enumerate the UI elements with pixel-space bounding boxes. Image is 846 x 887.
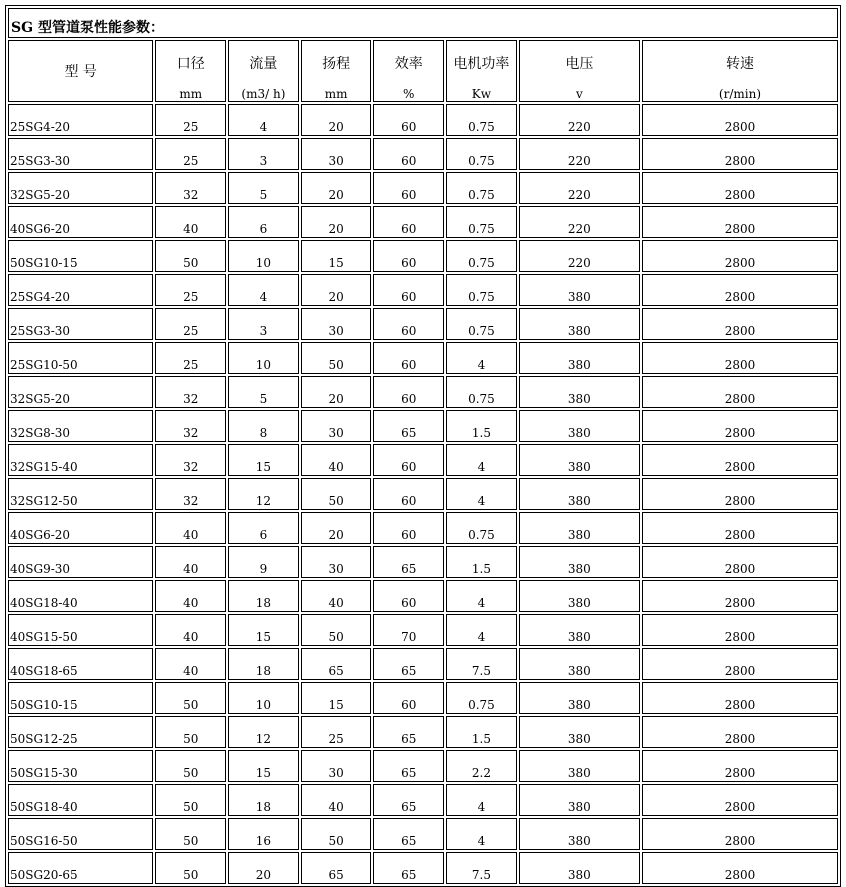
cell-diameter: 32 (155, 172, 226, 204)
cell-flow: 9 (228, 546, 299, 578)
table-row (8, 478, 838, 510)
cell-model: 32SG8-30 (8, 410, 153, 442)
cell-flow: 8 (228, 410, 299, 442)
cell-voltage: 380 (519, 376, 640, 408)
cell-diameter: 40 (155, 206, 226, 238)
cell-voltage: 380 (519, 784, 640, 816)
cell-flow: 16 (228, 818, 299, 850)
cell-speed: 2800 (642, 512, 838, 544)
cell-diameter: 32 (155, 478, 226, 510)
table-row (8, 342, 838, 374)
cell-voltage: 380 (519, 274, 640, 306)
cell-flow: 10 (228, 682, 299, 714)
cell-voltage: 380 (519, 614, 640, 646)
table-row (8, 512, 838, 544)
cell-efficiency: 70 (373, 614, 444, 646)
table-row (8, 784, 838, 816)
cell-voltage: 380 (519, 546, 640, 578)
cell-flow: 20 (228, 852, 299, 884)
cell-diameter: 40 (155, 512, 226, 544)
cell-efficiency: 60 (373, 512, 444, 544)
cell-diameter: 40 (155, 648, 226, 680)
cell-efficiency: 60 (373, 342, 444, 374)
cell-model: 40SG18-40 (8, 580, 153, 612)
header-label: 扬程 (322, 56, 351, 72)
pump-spec-table (5, 5, 841, 887)
cell-flow: 10 (228, 240, 299, 272)
cell-speed: 2800 (642, 682, 838, 714)
cell-head: 50 (301, 342, 372, 374)
cell-model: 40SG9-30 (8, 546, 153, 578)
table-row (8, 716, 838, 748)
cell-diameter: 32 (155, 410, 226, 442)
cell-voltage: 380 (519, 444, 640, 476)
cell-efficiency: 65 (373, 716, 444, 748)
cell-motor-power: 0.75 (446, 104, 517, 136)
cell-voltage: 380 (519, 750, 640, 782)
cell-speed: 2800 (642, 546, 838, 578)
cell-motor-power: 0.75 (446, 682, 517, 714)
cell-flow: 12 (228, 716, 299, 748)
cell-model: 40SG18-65 (8, 648, 153, 680)
table-row (8, 206, 838, 238)
cell-motor-power: 4 (446, 784, 517, 816)
table-row (8, 308, 838, 340)
cell-speed: 2800 (642, 750, 838, 782)
cell-head: 40 (301, 444, 372, 476)
cell-flow: 4 (228, 274, 299, 306)
cell-head: 30 (301, 308, 372, 340)
cell-model: 50SG20-65 (8, 852, 153, 884)
cell-head: 30 (301, 750, 372, 782)
cell-efficiency: 65 (373, 546, 444, 578)
cell-motor-power: 4 (446, 444, 517, 476)
table-row (8, 240, 838, 272)
cell-motor-power: 7.5 (446, 852, 517, 884)
table-row (8, 818, 838, 850)
cell-efficiency: 60 (373, 138, 444, 170)
cell-motor-power: 0.75 (446, 274, 517, 306)
cell-model: 40SG6-20 (8, 512, 153, 544)
cell-model: 50SG12-25 (8, 716, 153, 748)
cell-efficiency: 60 (373, 308, 444, 340)
cell-efficiency: 65 (373, 818, 444, 850)
header-unit: v (575, 87, 583, 101)
cell-speed: 2800 (642, 172, 838, 204)
cell-model: 32SG12-50 (8, 478, 153, 510)
cell-voltage: 380 (519, 478, 640, 510)
cell-motor-power: 0.75 (446, 138, 517, 170)
cell-efficiency: 60 (373, 478, 444, 510)
cell-model: 50SG18-40 (8, 784, 153, 816)
cell-efficiency: 60 (373, 206, 444, 238)
cell-voltage: 220 (519, 104, 640, 136)
cell-voltage: 380 (519, 512, 640, 544)
cell-voltage: 380 (519, 852, 640, 884)
cell-diameter: 25 (155, 342, 226, 374)
title-row (8, 8, 838, 38)
cell-flow: 4 (228, 104, 299, 136)
cell-voltage: 380 (519, 580, 640, 612)
table-row (8, 546, 838, 578)
cell-speed: 2800 (642, 648, 838, 680)
cell-model: 40SG6-20 (8, 206, 153, 238)
table-row (8, 648, 838, 680)
cell-speed: 2800 (642, 818, 838, 850)
cell-flow: 6 (228, 206, 299, 238)
cell-efficiency: 65 (373, 784, 444, 816)
cell-motor-power: 4 (446, 478, 517, 510)
cell-efficiency: 60 (373, 444, 444, 476)
cell-motor-power: 0.75 (446, 240, 517, 272)
cell-diameter: 50 (155, 240, 226, 272)
header-label: 效率 (394, 56, 423, 72)
cell-speed: 2800 (642, 138, 838, 170)
cell-diameter: 40 (155, 546, 226, 578)
cell-model: 32SG5-20 (8, 172, 153, 204)
cell-diameter: 25 (155, 104, 226, 136)
header-efficiency (373, 40, 444, 102)
cell-voltage: 380 (519, 410, 640, 442)
header-label: 口径 (176, 56, 205, 72)
header-speed (642, 40, 838, 102)
cell-flow: 3 (228, 138, 299, 170)
cell-efficiency: 60 (373, 580, 444, 612)
cell-flow: 15 (228, 444, 299, 476)
cell-voltage: 380 (519, 682, 640, 714)
cell-diameter: 25 (155, 308, 226, 340)
cell-voltage: 220 (519, 206, 640, 238)
cell-efficiency: 60 (373, 376, 444, 408)
cell-model: 25SG3-30 (8, 138, 153, 170)
cell-head: 50 (301, 818, 372, 850)
cell-efficiency: 65 (373, 750, 444, 782)
cell-motor-power: 0.75 (446, 172, 517, 204)
cell-speed: 2800 (642, 206, 838, 238)
cell-speed: 2800 (642, 410, 838, 442)
cell-diameter: 25 (155, 274, 226, 306)
cell-voltage: 380 (519, 648, 640, 680)
cell-head: 20 (301, 206, 372, 238)
cell-voltage: 380 (519, 342, 640, 374)
cell-model: 25SG4-20 (8, 104, 153, 136)
cell-flow: 18 (228, 784, 299, 816)
cell-voltage: 380 (519, 818, 640, 850)
header-unit: mm (179, 87, 203, 101)
cell-speed: 2800 (642, 376, 838, 408)
header-model (8, 40, 153, 102)
table-row (8, 410, 838, 442)
cell-speed: 2800 (642, 308, 838, 340)
cell-speed: 2800 (642, 580, 838, 612)
cell-motor-power: 1.5 (446, 546, 517, 578)
cell-diameter: 50 (155, 852, 226, 884)
cell-flow: 5 (228, 376, 299, 408)
header-unit: (r/min) (718, 87, 762, 101)
cell-head: 20 (301, 104, 372, 136)
cell-motor-power: 1.5 (446, 410, 517, 442)
cell-model: 25SG4-20 (8, 274, 153, 306)
header-head (301, 40, 372, 102)
cell-speed: 2800 (642, 104, 838, 136)
cell-head: 15 (301, 240, 372, 272)
cell-speed: 2800 (642, 444, 838, 476)
table-row (8, 580, 838, 612)
cell-speed: 2800 (642, 342, 838, 374)
cell-flow: 15 (228, 750, 299, 782)
table-title: SG 型管道泵性能参数： (8, 8, 838, 38)
cell-efficiency: 60 (373, 104, 444, 136)
cell-model: 50SG10-15 (8, 240, 153, 272)
cell-efficiency: 60 (373, 240, 444, 272)
cell-diameter: 50 (155, 682, 226, 714)
cell-diameter: 40 (155, 580, 226, 612)
cell-speed: 2800 (642, 478, 838, 510)
header-diameter (155, 40, 226, 102)
cell-motor-power: 7.5 (446, 648, 517, 680)
cell-flow: 3 (228, 308, 299, 340)
cell-motor-power: 0.75 (446, 308, 517, 340)
cell-head: 15 (301, 682, 372, 714)
cell-flow: 12 (228, 478, 299, 510)
cell-efficiency: 60 (373, 172, 444, 204)
cell-model: 32SG15-40 (8, 444, 153, 476)
cell-flow: 10 (228, 342, 299, 374)
table-row (8, 172, 838, 204)
cell-head: 40 (301, 784, 372, 816)
table-row (8, 682, 838, 714)
cell-diameter: 50 (155, 750, 226, 782)
cell-diameter: 50 (155, 716, 226, 748)
cell-model: 25SG10-50 (8, 342, 153, 374)
cell-motor-power: 1.5 (446, 716, 517, 748)
header-unit: (m3/ h) (241, 87, 286, 101)
cell-voltage: 220 (519, 138, 640, 170)
table-row (8, 376, 838, 408)
cell-head: 25 (301, 716, 372, 748)
header-label: 转速 (725, 56, 754, 72)
cell-voltage: 380 (519, 308, 640, 340)
header-label: 电压 (565, 56, 594, 72)
cell-motor-power: 0.75 (446, 376, 517, 408)
cell-head: 20 (301, 512, 372, 544)
header-unit: % (403, 87, 415, 101)
cell-motor-power: 0.75 (446, 206, 517, 238)
cell-speed: 2800 (642, 240, 838, 272)
cell-head: 20 (301, 274, 372, 306)
table-row (8, 138, 838, 170)
table-row (8, 104, 838, 136)
cell-efficiency: 65 (373, 852, 444, 884)
cell-diameter: 50 (155, 818, 226, 850)
header-row (8, 40, 838, 102)
cell-model: 32SG5-20 (8, 376, 153, 408)
cell-head: 30 (301, 410, 372, 442)
cell-flow: 18 (228, 648, 299, 680)
cell-voltage: 220 (519, 240, 640, 272)
cell-motor-power: 4 (446, 580, 517, 612)
header-label: 流量 (249, 56, 278, 72)
cell-speed: 2800 (642, 274, 838, 306)
table-row (8, 614, 838, 646)
cell-motor-power: 4 (446, 818, 517, 850)
cell-motor-power: 4 (446, 614, 517, 646)
header-voltage (519, 40, 640, 102)
cell-flow: 6 (228, 512, 299, 544)
cell-flow: 15 (228, 614, 299, 646)
cell-head: 65 (301, 648, 372, 680)
cell-motor-power: 2.2 (446, 750, 517, 782)
header-flow (228, 40, 299, 102)
cell-efficiency: 60 (373, 274, 444, 306)
header-motor-power (446, 40, 517, 102)
table-row (8, 274, 838, 306)
cell-head: 65 (301, 852, 372, 884)
cell-diameter: 32 (155, 444, 226, 476)
cell-diameter: 32 (155, 376, 226, 408)
cell-diameter: 40 (155, 614, 226, 646)
table-row (8, 444, 838, 476)
cell-model: 50SG16-50 (8, 818, 153, 850)
cell-head: 20 (301, 376, 372, 408)
cell-flow: 5 (228, 172, 299, 204)
cell-motor-power: 0.75 (446, 512, 517, 544)
cell-efficiency: 65 (373, 410, 444, 442)
cell-model: 50SG15-30 (8, 750, 153, 782)
cell-diameter: 50 (155, 784, 226, 816)
cell-head: 40 (301, 580, 372, 612)
cell-model: 40SG15-50 (8, 614, 153, 646)
cell-motor-power: 4 (446, 342, 517, 374)
cell-diameter: 25 (155, 138, 226, 170)
header-unit: mm (324, 87, 348, 101)
cell-flow: 18 (228, 580, 299, 612)
cell-head: 50 (301, 614, 372, 646)
cell-head: 50 (301, 478, 372, 510)
cell-head: 20 (301, 172, 372, 204)
table-row (8, 750, 838, 782)
header-unit: Kw (471, 87, 492, 101)
cell-voltage: 380 (519, 716, 640, 748)
header-label: 型 号 (64, 64, 97, 80)
cell-head: 30 (301, 138, 372, 170)
pump-spec-document (5, 5, 841, 887)
cell-head: 30 (301, 546, 372, 578)
cell-model: 50SG10-15 (8, 682, 153, 714)
cell-speed: 2800 (642, 614, 838, 646)
cell-speed: 2800 (642, 852, 838, 884)
cell-efficiency: 60 (373, 682, 444, 714)
cell-speed: 2800 (642, 716, 838, 748)
cell-voltage: 220 (519, 172, 640, 204)
table-row (8, 852, 838, 884)
cell-efficiency: 65 (373, 648, 444, 680)
header-label: 电机功率 (453, 56, 510, 72)
cell-model: 25SG3-30 (8, 308, 153, 340)
cell-speed: 2800 (642, 784, 838, 816)
